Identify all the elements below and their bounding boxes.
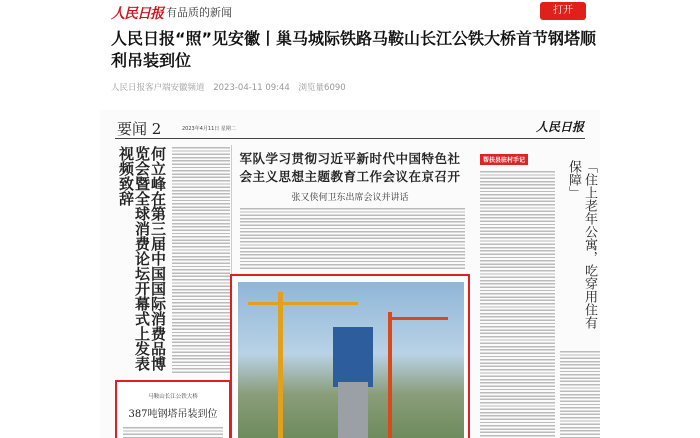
datetime: 2023-04-11 09:44 xyxy=(213,83,290,93)
text-column xyxy=(560,350,600,438)
main-headline: 军队学习贯彻习近平新时代中国特色社会主义思想主题教育工作会议在京召开 xyxy=(239,151,461,184)
top-bar xyxy=(0,0,700,22)
bridge-tower-photo xyxy=(238,282,464,438)
right-headline: 「住上老年公寓，吃穿用住有保障」 xyxy=(566,160,597,329)
text-column xyxy=(480,170,555,438)
article-meta xyxy=(111,81,352,93)
text-column xyxy=(172,146,230,374)
caption-kicker: 马鞍山长江公铁大桥 xyxy=(148,394,198,400)
photo-caption-box xyxy=(115,380,231,438)
left-headline: 何立峰在第三届中国国际消费品博览会暨全球消费论坛开幕式上发表视频致辞 xyxy=(117,146,167,371)
paper-date: 2023年4月11日 星期二 xyxy=(182,126,236,132)
paper-logo: 人民日报 xyxy=(535,120,584,134)
slogan: 有品质的新闻 xyxy=(166,6,232,19)
column-tag: 帮扶县驻村手记 xyxy=(480,154,528,165)
view-count: 浏览量6090 xyxy=(298,83,346,93)
divider xyxy=(231,145,232,275)
source[interactable]: 人民日报客户端安徽频道 xyxy=(111,83,205,93)
divider xyxy=(115,138,585,139)
newspaper-image[interactable] xyxy=(100,110,600,438)
text-column xyxy=(240,207,465,269)
main-subheadline: 张又侠何卫东出席会议并讲话 xyxy=(291,193,409,203)
photo-highlight xyxy=(230,274,470,438)
text-column xyxy=(123,426,223,438)
caption-title: 387吨钢塔吊装到位 xyxy=(128,409,218,420)
section-label: 要闻 2 xyxy=(117,120,162,138)
people-daily-logo: 人民日报 xyxy=(111,6,163,22)
open-app-button[interactable]: 打开 xyxy=(540,2,586,20)
article-title: 人民日报“照”见安徽丨巢马城际铁路马鞍山长江公铁大桥首节钢塔顺利吊装到位 xyxy=(111,29,597,70)
